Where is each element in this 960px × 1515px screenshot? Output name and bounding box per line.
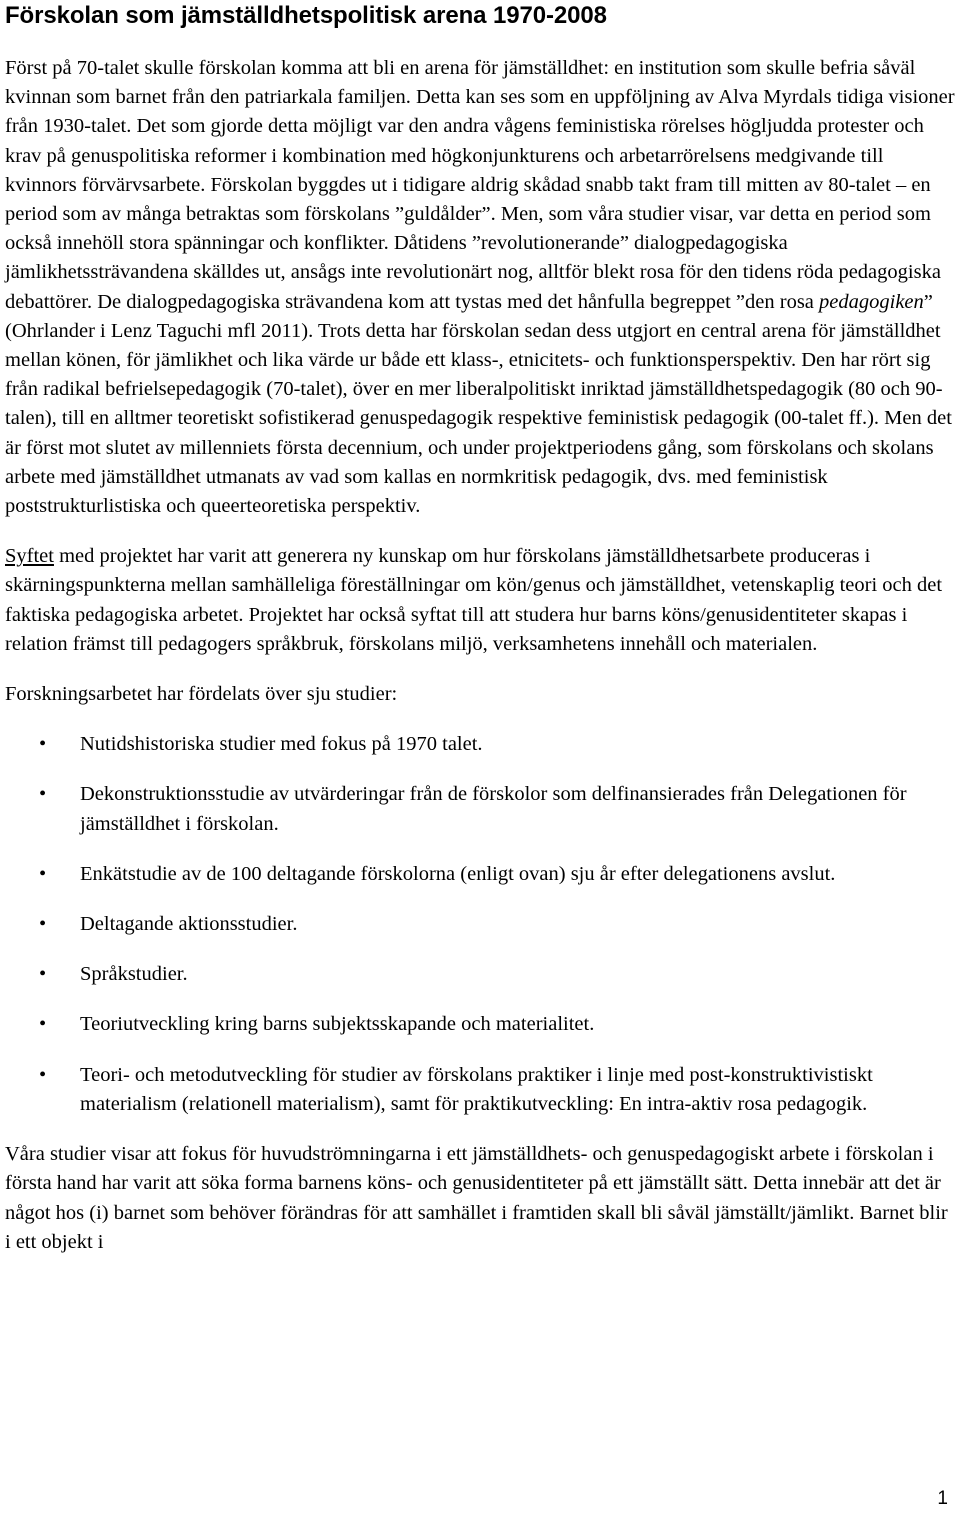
list-item xyxy=(5,1061,955,1119)
bullet-icon: • xyxy=(39,783,47,806)
list-item-text: Teori- och metodutveckling för studier av förskolans praktiker i linje med post-konstruktivistiskt materialism (relationell materialism), samt för praktikutveckling: En intra-aktiv rosa pedagogik. xyxy=(80,1063,873,1115)
bullet-icon: • xyxy=(39,1013,47,1036)
bullet-icon: • xyxy=(39,963,47,986)
document-title: Förskolan som jämställdhetspolitisk arena 1970-2008 xyxy=(5,2,607,29)
aim-text: med projektet har varit att generera ny kunskap om hur förskolans jämställdhetsarbete produceras i skärningspunkterna mellan samhälleliga föreställningar om kön/genus och jämställdhet, vetenskaplig teori och det faktiska pedagogiska arbetet. Projektet har också syftat till att studera hur barns köns/genusidentiteter skapas i relation främst till pedagogers språkbruk, förskolans miljö, verksamhetens innehåll och materialen. xyxy=(5,545,943,655)
list-item xyxy=(5,1010,955,1039)
list-item xyxy=(5,860,955,889)
list-item-text: Teoriutveckling kring barns subjektsskapande och materialitet. xyxy=(80,1013,595,1036)
intro-italic-term: pedagogiken xyxy=(819,290,924,313)
bullet-icon: • xyxy=(39,913,47,936)
studies-intro: Forskningsarbetet har fördelats över sju studier: xyxy=(5,683,398,706)
intro-text-part-2: ” (Ohrlander i Lenz Taguchi mfl 2011). Trots detta har förskolan sedan dess utgjort en central arena för jämställdhet mellan könen, för jämlikhet och lika värde ur både ett klass-, etnicitets- och funktionsperspektiv. Den har rört sig från radikal befrielsepedagogik (70-talet), över en mer liberalpolitiskt inriktad jämställdhetspedagogik (80 och 90-talen), till en alltmer teoretiskt sofistikerad genuspedagogik respektive feministisk pedagogik (00-talet ff.). Men det är först mot slutet av millenniets första decennium, och under projektperiodens gång, som förskolans och skolans arbete med jämställdhet utmanats av vad som kallas en normkritisk pedagogik, dvs. med feministisk poststrukturlistiska och queerteoretiska perspektiv. xyxy=(5,290,952,518)
aim-lead-word: Syftet xyxy=(5,545,54,568)
list-item xyxy=(5,910,955,939)
list-item-text: Enkätstudie av de 100 deltagande förskolorna (enligt ovan) sju år efter delegationens avslut. xyxy=(80,862,836,885)
intro-text-part-1: Först på 70-talet skulle förskolan komma att bli en arena för jämställdhet: en institution som skulle befria såväl kvinnan som barnet från den patriarkala familjen. Detta kan ses som en uppföljning av Alva Myrdals tidiga visioner från 1930-talet. Det som gjorde detta möjligt var den andra vågens feministiska rörelses högljudda protester och krav på genuspolitiska reformer i kombination med högkonjunkturens och arbetarrörelsens medgivande till kvinnors förvärvsarbete. Förskolan byggdes ut i tidigare aldrig skådad snabb takt fram till mitten av 80-talet – en period som av många betraktas som förskolans ”guldålder”. Men, som våra studier visar, var detta en period som också innehöll stora spänningar och konflikter. Dåtidens ”revolutionerande” dialogpedagogiska jämlikhetssträvandena skälldes ut, ansågs inte revolutionärt nog, alltför blekt rosa för den tidens röda pedagogiska debattörer. De dialogpedagogiska strävandena kom att tystas med det hånfulla begreppet ”den rosa xyxy=(5,57,955,313)
page-number: 1 xyxy=(937,1488,948,1509)
intro-paragraph xyxy=(5,54,955,521)
studies-list xyxy=(5,730,955,1119)
list-item xyxy=(5,960,955,989)
list-item-text: Deltagande aktionsstudier. xyxy=(80,913,298,936)
bullet-icon: • xyxy=(39,1063,47,1086)
conclusion-paragraph: Våra studier visar att fokus för huvudströmningarna i ett jämställdhets- och genuspedagogiskt arbete i förskolan i första hand har varit att söka forma barnens köns- och genusidentiteter på ett jämställt sätt. Detta innebär att det är något hos (i) barnet som behöver förändras för att samhället i framtiden skall bli såväl jämställt/jämlikt. Barnet blir i ett objekt i xyxy=(5,1143,948,1253)
list-item xyxy=(5,780,955,838)
list-item-text: Nutidshistoriska studier med fokus på 1970 talet. xyxy=(80,733,483,756)
bullet-icon: • xyxy=(39,733,47,756)
list-item-text: Dekonstruktionsstudie av utvärderingar från de förskolor som delfinansierades från Delegationen för jämställdhet i förskolan. xyxy=(80,783,907,835)
list-item-text: Språkstudier. xyxy=(80,963,188,986)
bullet-icon: • xyxy=(39,862,47,885)
list-item xyxy=(5,730,955,759)
document-page xyxy=(5,0,955,1257)
aim-paragraph xyxy=(5,542,955,659)
